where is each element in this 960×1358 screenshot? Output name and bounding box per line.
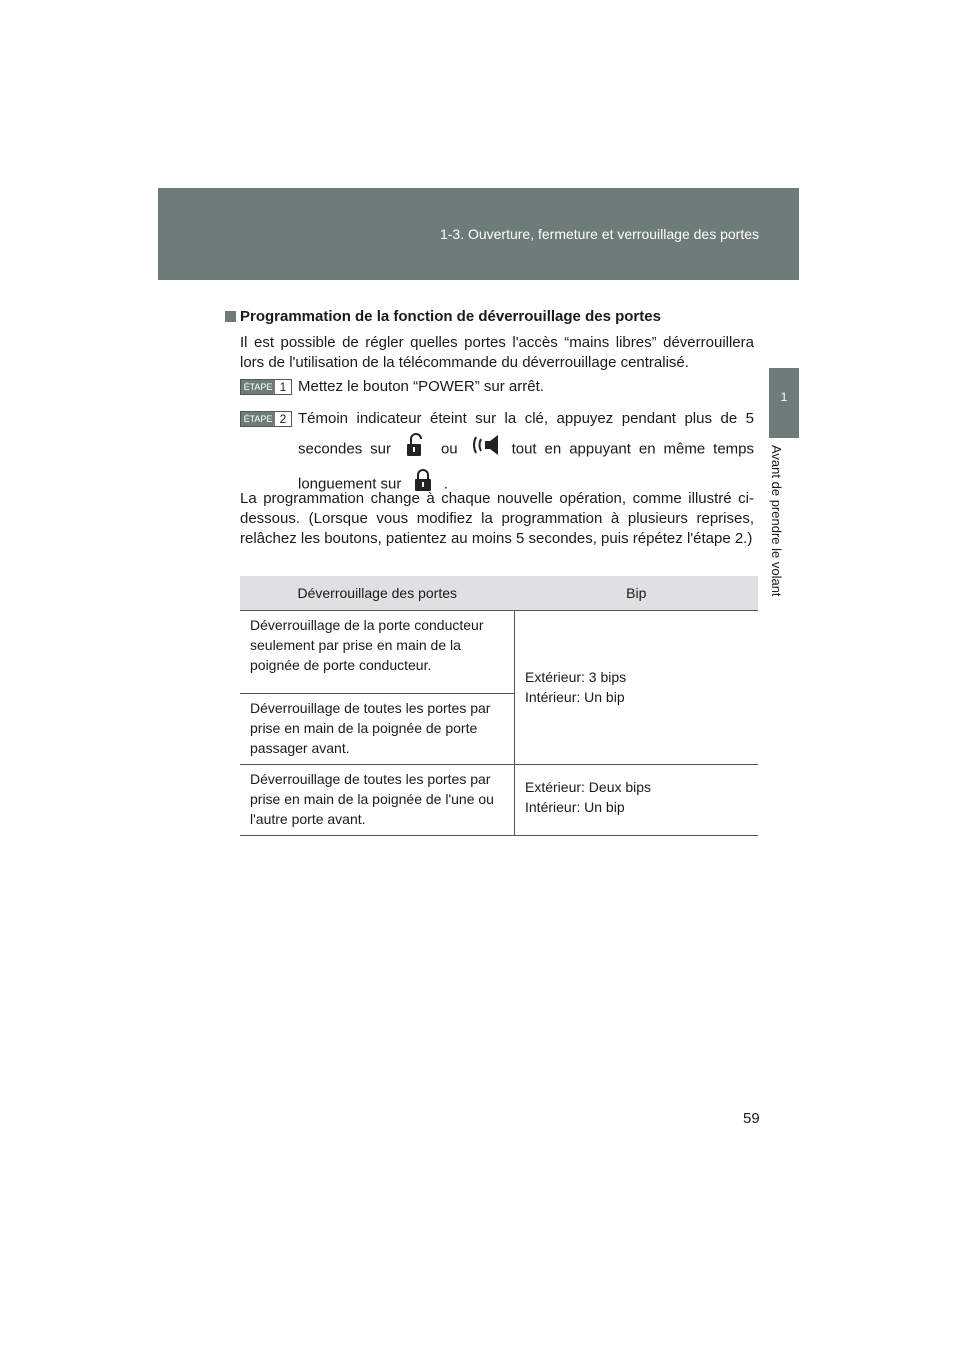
chapter-label-text: Avant de prendre le volant — [769, 445, 784, 597]
section-title: Programmation de la fonction de déverrouillage des portes — [240, 308, 661, 325]
square-bullet-icon — [225, 311, 236, 322]
programming-table — [240, 576, 758, 836]
intro-paragraph: Il est possible de régler quelles portes l'accès “mains libres” déverrouillera lors de l'utilisation de la télécommande du déverrouillage centralisé. — [240, 334, 754, 371]
beep-exterior: Extérieur: 3 bips — [525, 668, 627, 685]
beep-exterior: Extérieur: Deux bips — [525, 779, 652, 795]
step-1-badge — [240, 377, 292, 395]
chapter-tab — [769, 368, 799, 438]
chapter-side-label — [768, 445, 798, 625]
table-cell — [515, 611, 759, 765]
panic-horn-icon — [470, 433, 500, 466]
step-2-badge — [240, 409, 292, 427]
beep-interior: Intérieur: Un bip — [525, 688, 625, 705]
step-2-text-d: . — [443, 475, 448, 493]
step-badge-label: ÉTAPE — [241, 380, 275, 394]
chapter-number: 1 — [780, 390, 788, 404]
table-row — [240, 765, 758, 836]
step-1-text: Mettez le bouton “POWER” sur arrêt. — [298, 378, 544, 395]
step-2-text — [298, 406, 754, 502]
table-cell: Déverrouillage de la porte conducteur seulement par prise en main de la poignée de porte conducteur. — [240, 611, 515, 694]
table-cell: Déverrouillage de toutes les portes par prise en main de la poignée de l'une ou l'autre porte avant. — [240, 765, 515, 836]
page-number: 59 — [743, 1110, 760, 1127]
chapter-title: 1-3. Ouverture, fermeture et verrouillage des portes — [439, 226, 759, 242]
step-badge-number: 2 — [279, 412, 287, 426]
step-2-text-a: Témoin indicateur éteint sur la clé, appuyez pendant plus de 5 secondes sur — [298, 410, 754, 458]
header-bar — [158, 188, 799, 280]
step-badge-number: 1 — [279, 380, 287, 394]
section-heading — [225, 308, 755, 325]
table-row — [240, 611, 758, 694]
unlock-icon — [403, 432, 429, 467]
beep-interior: Intérieur: Un bip — [525, 799, 625, 815]
note-paragraph: La programmation change à chaque nouvelle opération, comme illustré ci-dessous. (Lorsque vous modifiez la programmation à plusieurs reprises, relâchez les boutons, patientez au moins 5 secondes, puis répétez l'étape 2.) — [240, 490, 754, 547]
table-header-beep: Bip — [515, 576, 759, 611]
step-2-text-b: ou — [440, 440, 458, 458]
table-cell — [515, 765, 759, 836]
step-2-text-c: tout en appuyant en même temps longuement sur — [298, 440, 755, 493]
table-cell: Déverrouillage de toutes les portes par prise en main de la poignée de porte passager avant. — [240, 694, 515, 765]
step-badge-label: ÉTAPE — [241, 412, 275, 426]
table-header-doors: Déverrouillage des portes — [240, 576, 515, 611]
